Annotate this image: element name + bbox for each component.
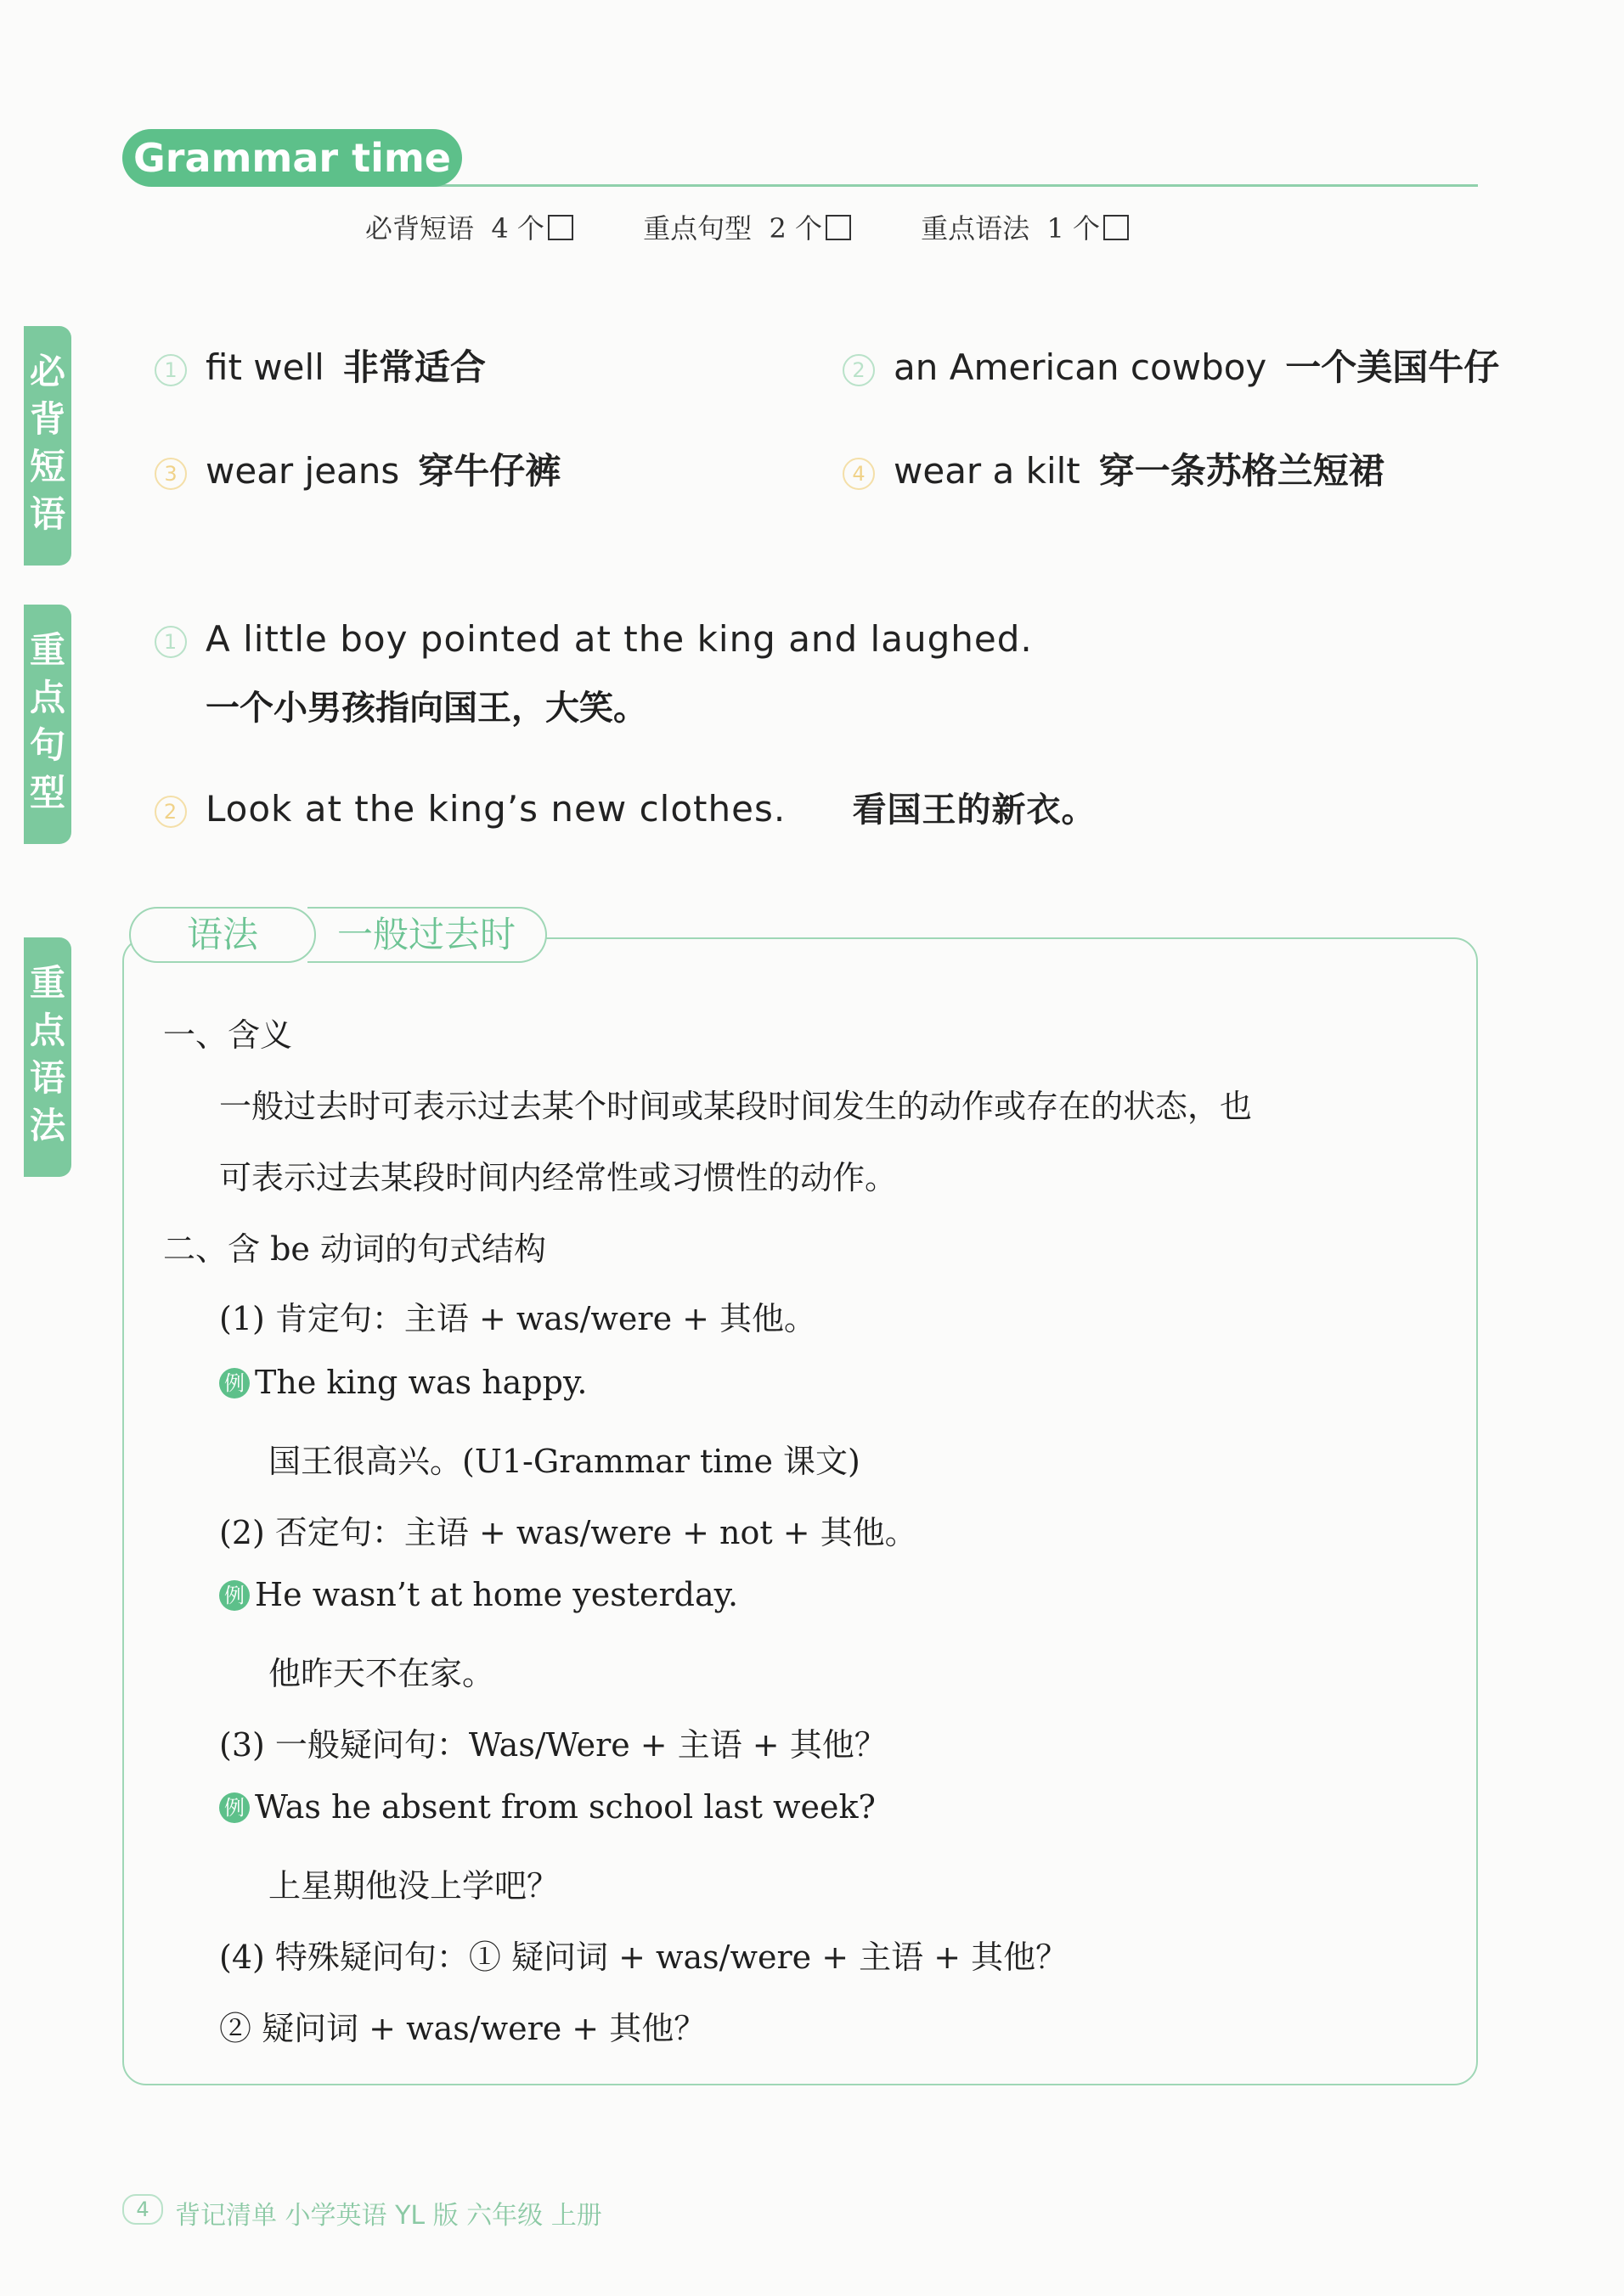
checkbox[interactable]: [548, 215, 573, 240]
example-sentence: 例 The king was happy.: [219, 1364, 588, 1401]
side-tab-sentences: 重 点 句 型: [24, 605, 71, 844]
sentence-item: 2 Look at the king’s new clothes. 看国王的新衣。: [155, 783, 1097, 831]
example-translation: 国王很高兴。(U1-Grammar time 课文): [268, 1443, 860, 1480]
rule-affirmative: (1) 肯定句：主语 + was/were + 其他。: [219, 1300, 817, 1337]
phrase-item: 2 an American cowboy 一个美国牛仔: [843, 340, 1499, 391]
checkbox[interactable]: [826, 215, 851, 240]
section2-title: 二、含 be 动词的句式结构: [163, 1230, 546, 1268]
phrase-item: 4 wear a kilt 穿一条苏格兰短裙: [843, 443, 1384, 494]
definition-line: 可表示过去某段时间内经常性或习惯性的动作。: [219, 1159, 898, 1196]
example-sentence: 例 He wasn’t at home yesterday.: [219, 1576, 738, 1613]
header-rule: [425, 184, 1478, 187]
number-badge: 1: [155, 626, 187, 658]
section-title: Grammar time: [122, 129, 462, 187]
number-badge: 4: [843, 458, 875, 490]
side-tab-grammar: 重 点 语 法: [24, 937, 71, 1177]
sentence-item: 1 A little boy pointed at the king and laughed.: [155, 618, 1033, 660]
count-phrases: 必背短语 4 个: [365, 212, 573, 245]
footer-text: 背记清单 小学英语 YL 版 六年级 上册: [175, 2201, 602, 2231]
rule-wh-question: ② 疑问词 + was/were + 其他？: [219, 2010, 707, 2047]
phrase-item: 3 wear jeans 穿牛仔裤: [155, 443, 561, 494]
grammar-topic-tab: 一般过去时: [307, 907, 547, 963]
sentence-translation: 一个小男孩指向国王，大笑。: [206, 689, 647, 728]
rule-wh-question: (4) 特殊疑问句：① 疑问词 + was/were + 主语 + 其他？: [219, 1939, 1069, 1976]
number-badge: 2: [843, 354, 875, 386]
rule-negative: (2) 否定句：主语 + was/were + not + 其他。: [219, 1514, 917, 1551]
rule-question: (3) 一般疑问句：Was/Were + 主语 + 其他？: [219, 1726, 887, 1764]
side-tab-phrases: 必 背 短 语: [24, 326, 71, 566]
count-grammar: 重点语法 1 个: [921, 212, 1129, 245]
example-icon: 例: [219, 1792, 250, 1823]
item-counts: [365, 207, 1300, 246]
number-badge: 2: [155, 796, 187, 828]
example-icon: 例: [219, 1368, 250, 1398]
count-sentences: 重点句型 2 个: [643, 212, 851, 245]
page-number: 4: [122, 2194, 163, 2225]
definition-line: 一般过去时可表示过去某个时间或某段时间发生的动作或存在的状态，也: [219, 1088, 1253, 1125]
section1-title: 一、含义: [163, 1016, 293, 1054]
sentence-translation: 看国王的新衣。: [852, 791, 1097, 830]
example-sentence: 例 Was he absent from school last week?: [219, 1788, 876, 1826]
example-translation: 上星期他没上学吧？: [268, 1867, 560, 1905]
example-icon: 例: [219, 1580, 250, 1611]
phrase-item: 1 fit well 非常适合: [155, 340, 486, 391]
number-badge: 1: [155, 354, 187, 386]
grammar-label-tab: 语法: [129, 907, 316, 963]
number-badge: 3: [155, 458, 187, 490]
checkbox[interactable]: [1103, 215, 1129, 240]
example-translation: 他昨天不在家。: [268, 1655, 495, 1692]
